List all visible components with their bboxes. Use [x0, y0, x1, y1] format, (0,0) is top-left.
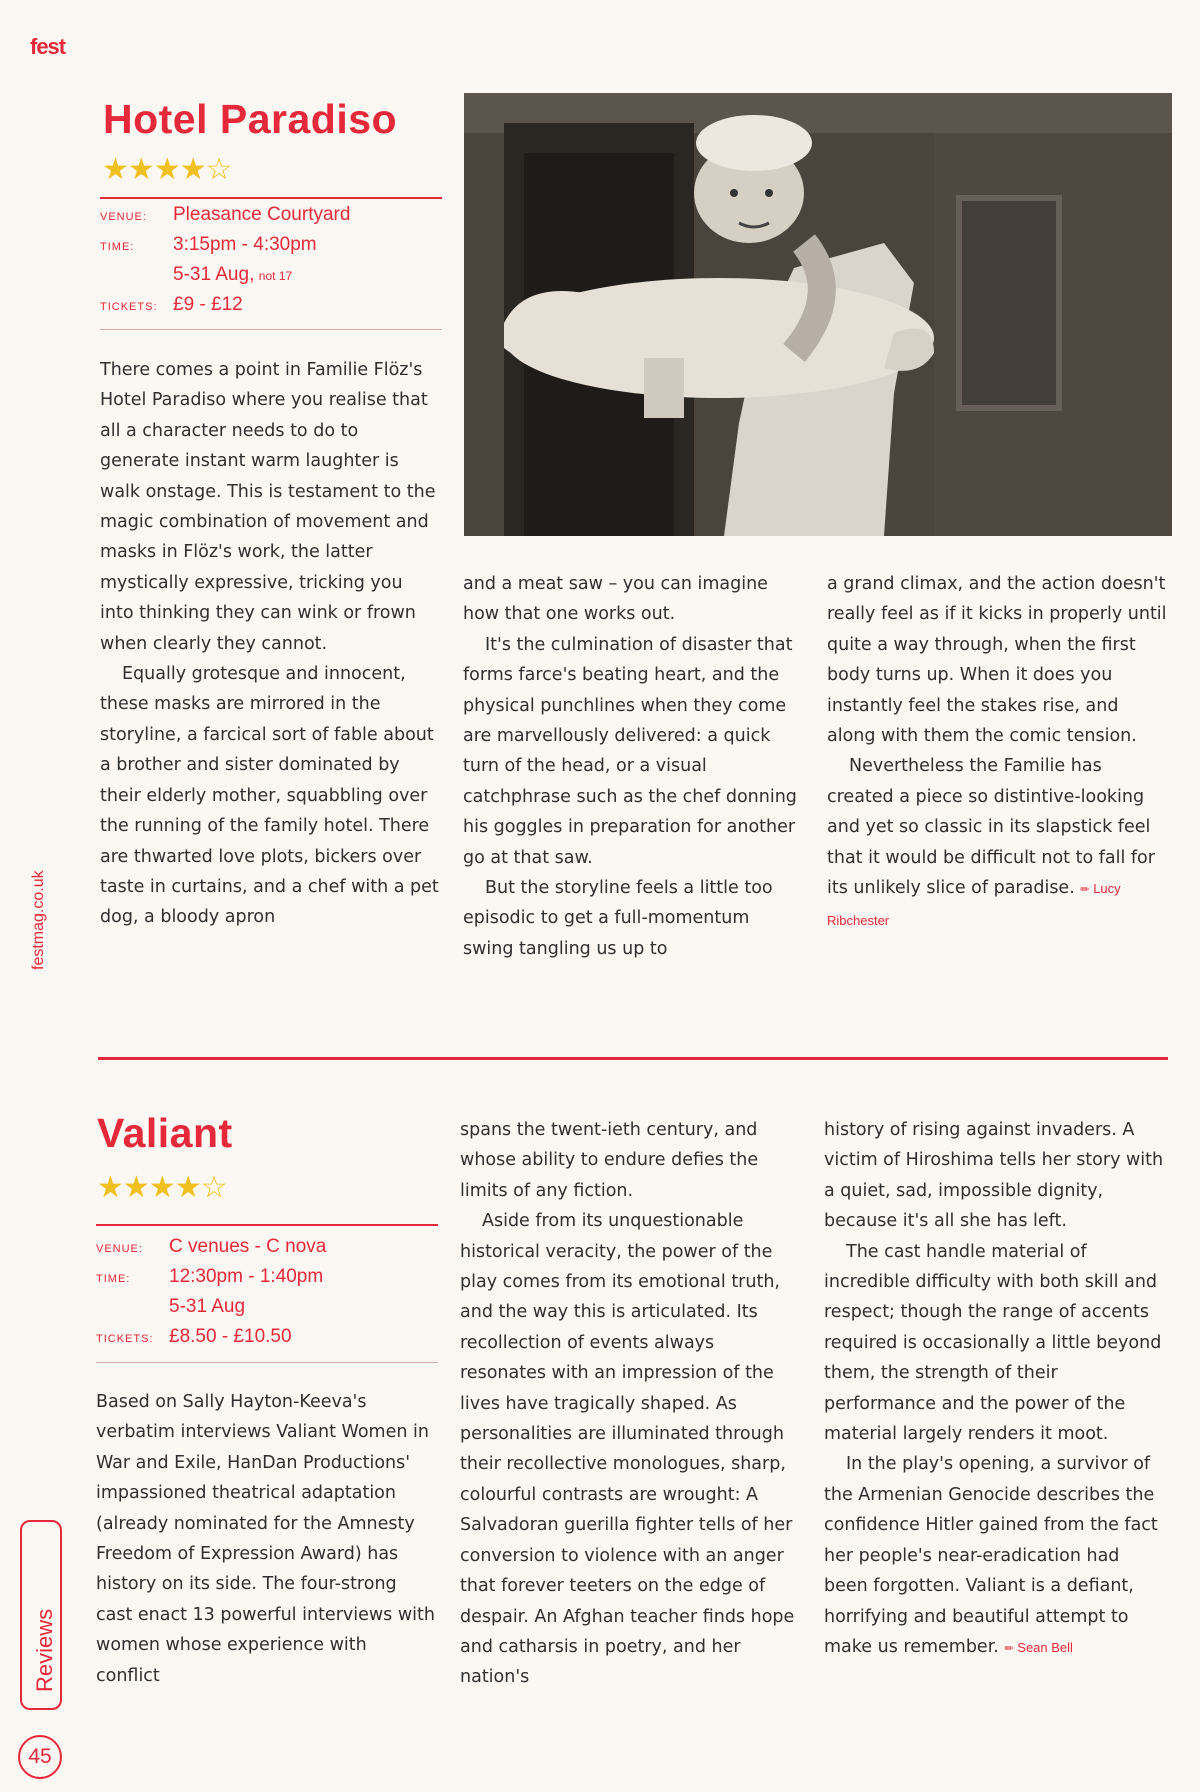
byline-author: Lucy Ribchester	[827, 881, 1121, 929]
section-tab	[20, 1520, 62, 1710]
tickets-value: £8.50 - £10.50	[169, 1326, 292, 1347]
dates-value: 5-31 Aug	[169, 1296, 246, 1317]
dates-value: 5-31 Aug,	[173, 264, 255, 285]
pen-icon: ✏	[1080, 884, 1090, 897]
paragraph: But the storyline feels a little too episodic to get a full-momentum swing tangling us up to	[463, 878, 773, 959]
production-photo	[464, 93, 1172, 536]
star-rating	[97, 1170, 227, 1205]
time-value: 3:15pm - 4:30pm	[173, 234, 317, 255]
tickets-label: TICKETS:	[100, 301, 158, 313]
paragraph: There comes a point in Familie Flöz's Hotel Paradiso where you realise that all a character needs to do to generate instant warm laughter is walk onstage. This is testament to the magic combination of movement and masks in Flöz's work, the latter mystically expressive, tricking you into thinking they can wink or frown when clearly they cannot.	[100, 360, 436, 654]
star-icon: ☆	[200, 1170, 227, 1205]
tickets-label: TICKETS:	[96, 1333, 154, 1345]
paragraph: The cast handle material of incredible difficulty with both skill and respect; though the range of accents required is occasionally a little beyond them, the strength of their performance and the power of the material largely renders it moot.	[824, 1241, 1162, 1445]
review-column-3	[824, 1115, 1164, 1664]
paragraph	[824, 1449, 1164, 1664]
paragraph: Equally grotesque and innocent, these masks are mirrored in the storyline, a farcical sort of fable about a brother and sister dominated by their elderly mother, squabbling over the running of the family hotel. There are thwarted love plots, bickers over taste in curtains, and a chef with a pet dog, a bloody apron	[100, 664, 439, 928]
paragraph	[827, 751, 1167, 936]
venue-label: VENUE:	[100, 211, 147, 223]
star-icon: ★	[148, 1170, 175, 1205]
star-icon: ★	[127, 152, 154, 187]
dates-note: not 17	[258, 269, 293, 283]
review-title: Valiant	[97, 1110, 233, 1156]
star-icon: ★	[174, 1170, 201, 1205]
section-tab-label: Reviews	[32, 1608, 57, 1692]
title-rule	[96, 1224, 438, 1226]
star-icon: ★	[122, 1170, 149, 1205]
star-icon: ★	[102, 152, 128, 187]
masthead: fest	[30, 34, 66, 59]
byline	[1004, 1640, 1073, 1655]
review-column-2	[460, 1115, 800, 1693]
info-box	[100, 204, 350, 324]
paragraph-text: Nevertheless the Familie has created a piece so distintive-looking and yet so classic in its slapstick feel that it would be difficult not to fall for its unlikely slice of paradise.	[827, 756, 1155, 899]
info-box	[96, 1236, 326, 1356]
byline-author: Sean Bell	[1017, 1639, 1073, 1655]
star-icon: ★	[97, 1170, 123, 1205]
paragraph: and a meat saw – you can imagine how that one works out.	[463, 574, 768, 625]
time-value: 12:30pm - 1:40pm	[169, 1266, 324, 1287]
review-column-3	[827, 569, 1167, 937]
time-label: TIME:	[100, 241, 135, 253]
paragraph: Based on Sally Hayton-Keeva's verbatim interviews Valiant Women in War and Exile, HanDan Productions' impassioned theatrical adaptation (already nominated for the Amnesty Freedom of Expression Award) has history on its side. The four-strong cast enact 13 powerful interviews with women whose experience with conflict	[96, 1392, 435, 1686]
venue-label: VENUE:	[96, 1243, 143, 1255]
paragraph: a grand climax, and the action doesn't really feel as if it kicks in properly until quite a way through, when the first body turns up. When it does you instantly feel the stakes rise, and along with them the comic tension.	[827, 574, 1167, 747]
paragraph: Aside from its unquestionable historical veracity, the power of the play comes from its emotional truth, and the way this is articulated. Its recollection of events always resonates with an impression of the lives have tragically shaped. As personalities are illuminated through their recollective monologues, sharp, colourful contrasts are wrought: A Salvadoran guerilla fighter tells of her conversion to violence with an anger that forever teeters on the edge of despair. An Afghan teacher finds hope and catharsis in poetry, and her nation's	[460, 1211, 795, 1688]
star-icon: ★	[179, 152, 206, 187]
time-label: TIME:	[96, 1273, 131, 1285]
paragraph: history of rising against invaders. A victim of Hiroshima tells her story with a quiet, sad, impossible dignity, because it's all she has left.	[824, 1120, 1164, 1232]
star-rating	[102, 152, 232, 187]
info-rule	[100, 329, 442, 330]
paragraph: It's the culmination of disaster that forms farce's beating heart, and the physical punchlines when they come are marvellously delivered: a quick turn of the head, or a visual catchphrase such as the chef donning his goggles in preparation for another go at that saw.	[463, 634, 797, 868]
side-url: festmag.co.uk	[30, 870, 47, 970]
production-photo-art	[464, 93, 1172, 536]
venue-value: C venues - C nova	[169, 1236, 327, 1257]
review-column-2	[463, 569, 803, 964]
star-icon: ★	[153, 152, 180, 187]
review-column-1	[96, 1387, 436, 1691]
paragraph: spans the twent-ieth century, and whose ability to endure defies the limits of any fiction.	[460, 1120, 759, 1201]
review-column-1	[100, 355, 440, 933]
venue-value: Pleasance Courtyard	[173, 204, 351, 225]
star-icon: ☆	[205, 152, 232, 187]
page-number: 45	[18, 1735, 62, 1779]
pen-icon: ✏	[1004, 1642, 1014, 1655]
title-rule	[100, 197, 442, 199]
paragraph-text: In the play's opening, a survivor of the Armenian Genocide describes the confidence Hitler gained from the fact her people's near-eradication had been forgotten. Valiant is a defiant, horrifying and beautiful attempt to make us remember.	[824, 1454, 1158, 1657]
section-divider	[98, 1057, 1168, 1060]
tickets-value: £9 - £12	[173, 294, 243, 315]
review-title: Hotel Paradiso	[103, 96, 398, 142]
info-rule	[96, 1362, 438, 1363]
